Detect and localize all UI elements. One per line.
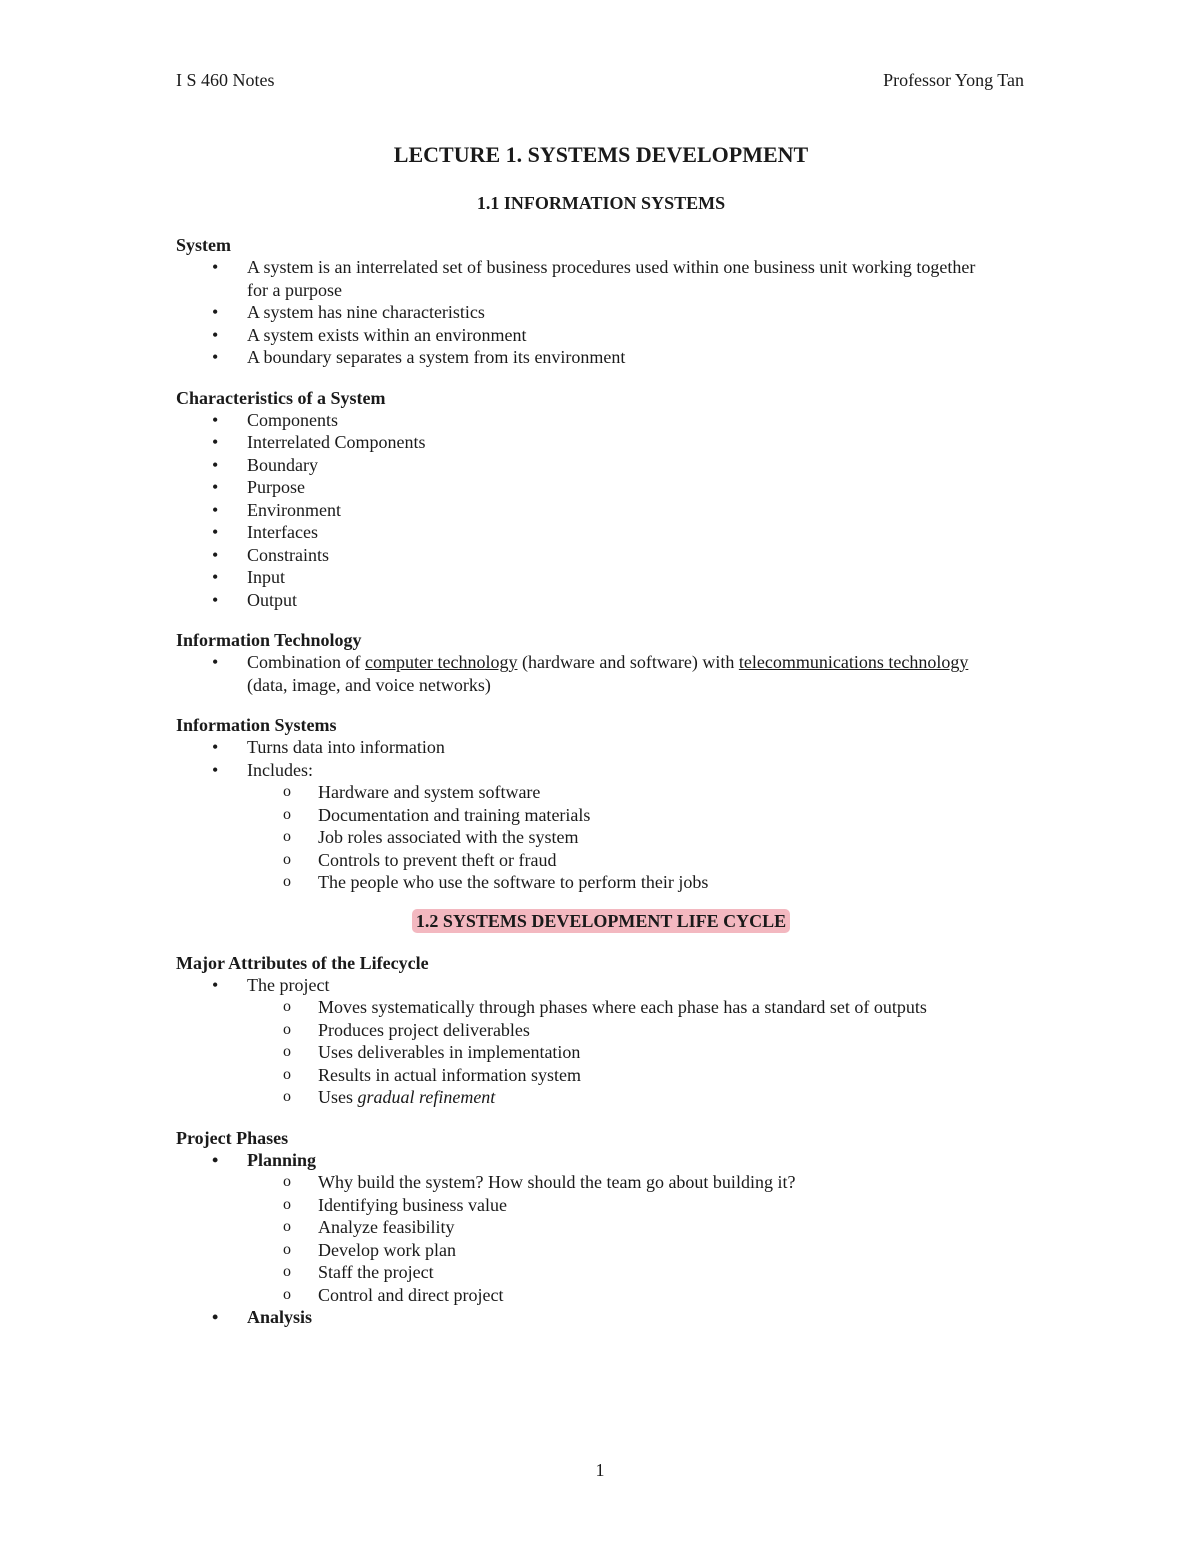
section-title: SYSTEMS DEVELOPMENT LIFE CYCLE [442,910,787,931]
list-item: • A system exists within an environment [176,324,1026,347]
document-title: LECTURE 1. SYSTEMS DEVELOPMENT [393,142,809,167]
list-item: • The project [176,974,1026,997]
list-item: o Identifying business value [176,1194,1026,1217]
underlined-term: computer technology [365,652,518,672]
list-item: o Develop work plan [176,1239,1026,1262]
list-item: o Uses gradual refinement [176,1086,1026,1109]
list-item: • Turns data into information [176,736,1026,759]
list-item: o Hardware and system software [176,781,1026,804]
list-item: • A system has nine characteristics [176,301,1026,324]
list-item: o Staff the project [176,1261,1026,1284]
list-item: o Produces project deliverables [176,1019,1026,1042]
list-item: • Interrelated Components [176,431,1026,454]
underlined-term: telecommunications technology [738,652,969,672]
list-item: o Why build the system? How should the team go about building it? [176,1171,1026,1194]
list-item: • Components [176,409,1026,432]
list-item: o The people who use the software to perform their jobs [176,871,1026,894]
document-body [176,140,1026,1329]
list-item: • Output [176,589,1026,612]
subheading-major-attributes: Major Attributes of the Lifecycle [176,952,429,973]
list-item: • Constraints [176,544,1026,567]
running-header [176,70,1024,91]
list-item: o Moves systematically through phases where each phase has a standard set of outputs [176,996,1026,1019]
attributes-sublist [176,996,1026,1109]
subheading-system: System [176,235,231,255]
attributes-list [176,974,1026,997]
section-title: INFORMATION SYSTEMS [503,193,726,213]
section-heading-1-2 [176,908,1026,934]
list-item: o Analyze feasibility [176,1216,1026,1239]
characteristics-list [176,409,1026,612]
list-item-planning: • Planning [176,1149,1026,1172]
phases-list [176,1149,1026,1172]
section-heading-1-1 [176,190,1026,216]
list-item: o Uses deliverables in implementation [176,1041,1026,1064]
list-item: o Control and direct project [176,1284,1026,1307]
list-item: • Boundary [176,454,1026,477]
list-item: • A boundary separates a system from its environment [176,346,1026,369]
section-number: 1.2 [415,910,439,931]
subheading-project-phases: Project Phases [176,1127,289,1148]
planning-sublist [176,1171,1026,1306]
list-item: • Purpose [176,476,1026,499]
subheading-information-technology: Information Technology [176,630,362,650]
page-number: 1 [595,1460,605,1480]
it-list [176,651,1026,696]
header-professor: Professor Yong Tan [883,70,1024,90]
list-item: • A system is an interrelated set of business procedures used within one business unit working together for a purpose [176,256,1026,301]
highlighted-heading [412,909,790,933]
list-item: o Results in actual information system [176,1064,1026,1087]
section-number: 1.1 [476,193,500,213]
list-item: • Environment [176,499,1026,522]
list-item: • Interfaces [176,521,1026,544]
list-item: • Includes: [176,759,1026,782]
phases-list-continued [176,1306,1026,1329]
list-item: o Job roles associated with the system [176,826,1026,849]
list-item: o Controls to prevent theft or fraud [176,849,1026,872]
subheading-characteristics: Characteristics of a System [176,387,386,408]
list-item: o Documentation and training materials [176,804,1026,827]
list-item-analysis: • Analysis [176,1306,1026,1329]
list-item: • Combination of computer technology (hardware and software) with telecommunications technology (data, image, and voice networks) [176,651,1026,696]
header-course: I S 460 Notes [176,70,275,90]
italic-term: gradual refinement [357,1087,496,1107]
list-item: • Input [176,566,1026,589]
is-list [176,736,1026,781]
is-sublist [176,781,1026,894]
subheading-information-systems: Information Systems [176,715,337,735]
system-list [176,256,1026,369]
